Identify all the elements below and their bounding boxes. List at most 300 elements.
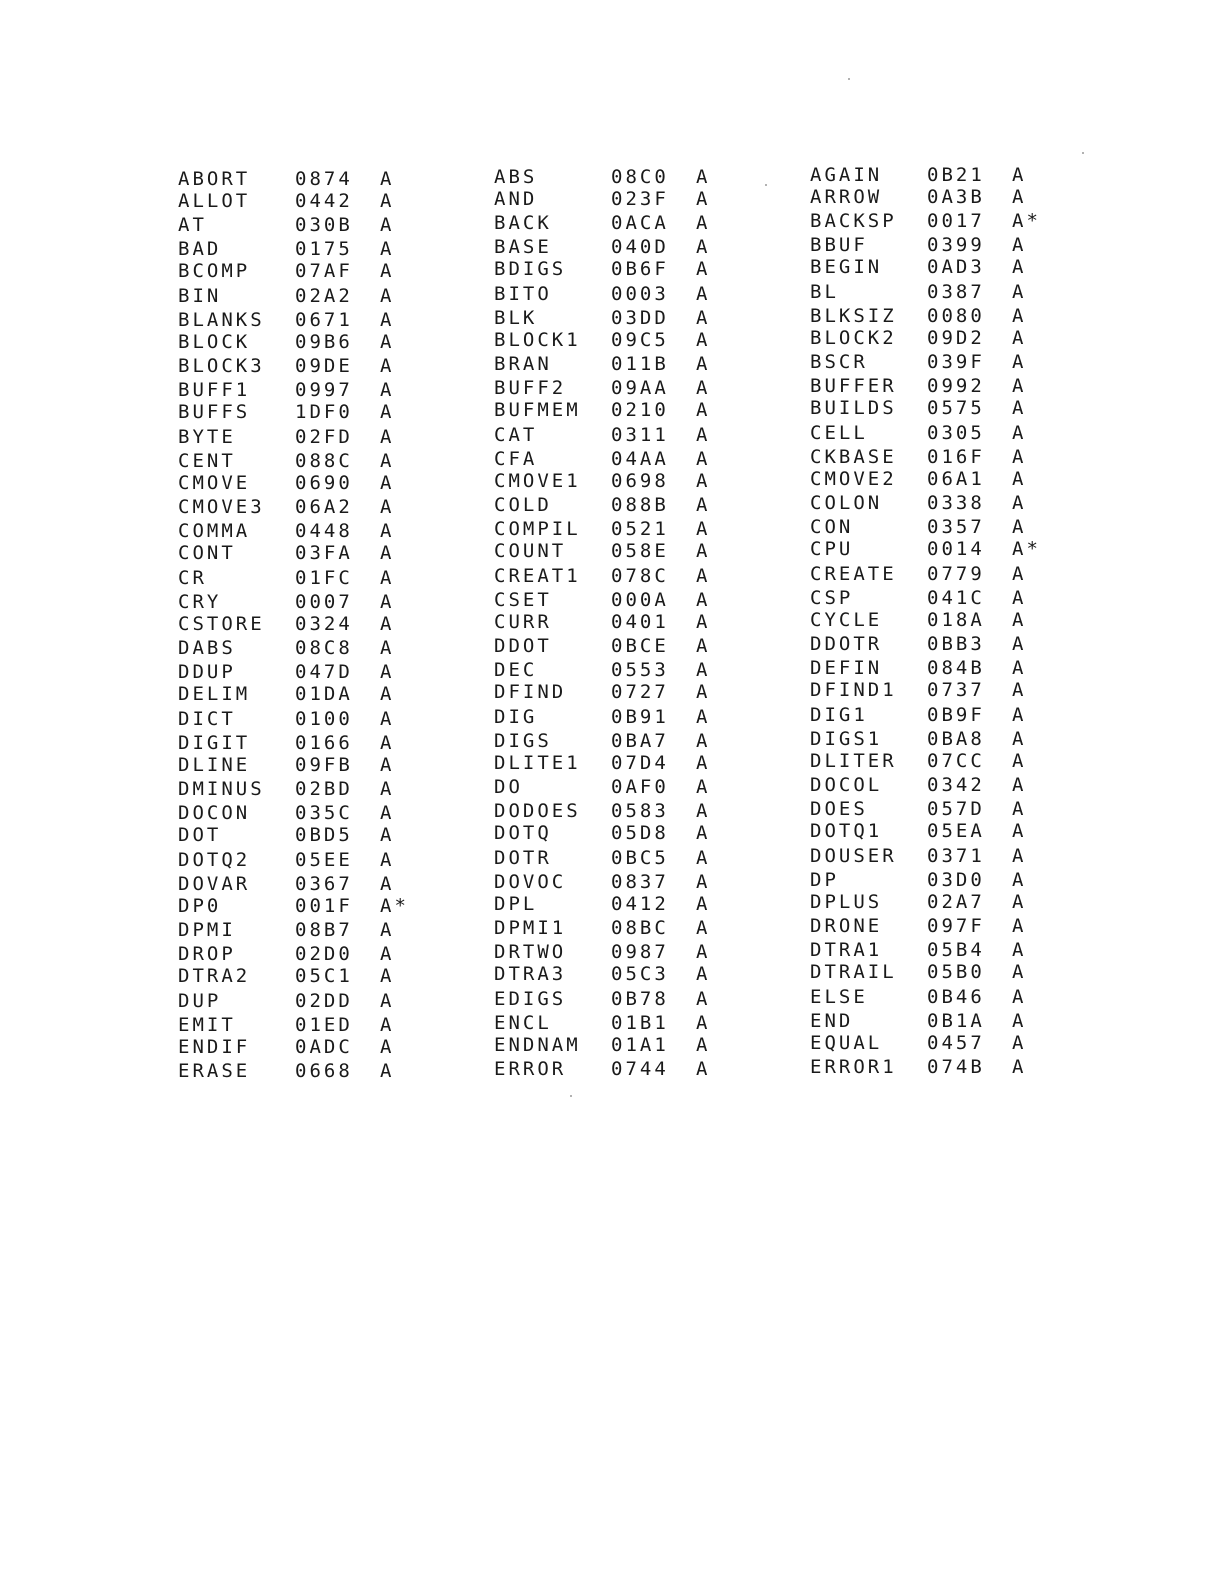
- symbol-entry: [494, 283, 794, 307]
- symbol-entry: [494, 752, 794, 776]
- symbol-address: 0BB3: [927, 633, 985, 656]
- symbol-name: DO: [494, 776, 523, 799]
- symbol-name: BUFF2: [494, 377, 567, 400]
- symbol-name: DOCON: [178, 802, 251, 825]
- symbol-type: A: [380, 661, 395, 684]
- symbol-type: A: [1012, 397, 1027, 420]
- symbol-name: DLITE1: [494, 751, 581, 774]
- symbol-address: 0B1A: [927, 1009, 985, 1032]
- symbol-name: AND: [494, 187, 538, 210]
- symbol-entry: [810, 327, 1110, 351]
- symbol-entry: [178, 190, 478, 214]
- symbol-type: A: [696, 917, 711, 940]
- symbol-type: A: [696, 282, 711, 305]
- symbol-column-2: [494, 165, 794, 1082]
- symbol-address: 09FB: [295, 753, 353, 776]
- symbol-type: A: [1012, 820, 1027, 843]
- symbol-address: 078C: [611, 564, 669, 587]
- symbol-entry: [178, 168, 478, 192]
- symbol-entry: [810, 256, 1110, 280]
- symbol-type: A: [380, 637, 395, 660]
- symbol-name: DP: [810, 868, 839, 891]
- symbol-type: A: [696, 187, 711, 210]
- symbol-entry: [178, 591, 478, 615]
- symbol-entry: [810, 750, 1110, 774]
- symbol-name: DPMI1: [494, 917, 567, 940]
- symbol-address: 0003: [611, 282, 669, 305]
- symbol-type: A: [1012, 1056, 1027, 1079]
- symbol-entry: [178, 355, 478, 379]
- symbol-entry: [494, 236, 794, 260]
- symbol-type: A: [696, 705, 711, 728]
- symbol-type: A: [1012, 703, 1027, 726]
- symbol-name: BDIGS: [494, 258, 567, 281]
- symbol-type: A: [380, 778, 395, 801]
- symbol-entry: [494, 424, 794, 448]
- symbol-entry: [810, 986, 1110, 1010]
- symbol-address: 09D2: [927, 326, 985, 349]
- symbol-type: A: [380, 284, 395, 307]
- symbol-type: A: [696, 165, 711, 188]
- symbol-name: DOVOC: [494, 870, 567, 893]
- symbol-type: A: [380, 189, 395, 212]
- symbol-type: A: [1012, 961, 1027, 984]
- symbol-address: 0671: [295, 308, 353, 331]
- symbol-address: 0B21: [927, 163, 985, 186]
- symbol-address: 035C: [295, 802, 353, 825]
- symbol-name: BUFF1: [178, 379, 251, 402]
- symbol-address: 03DD: [611, 306, 669, 329]
- symbol-address: 0992: [927, 375, 985, 398]
- symbol-name: BLANKS: [178, 308, 265, 331]
- symbol-type: A: [696, 447, 711, 470]
- symbol-entry: [494, 822, 794, 846]
- symbol-address: 0690: [295, 471, 353, 494]
- symbol-type: A: [380, 707, 395, 730]
- symbol-address: 0AF0: [611, 776, 669, 799]
- symbol-address: 07AF: [295, 260, 353, 283]
- symbol-address: 01A1: [611, 1033, 669, 1056]
- symbol-entry: [178, 732, 478, 756]
- symbol-entry: [178, 965, 478, 989]
- symbol-address: 0210: [611, 399, 669, 422]
- symbol-name: CYCLE: [810, 608, 883, 631]
- symbol-name: DMINUS: [178, 778, 265, 801]
- symbol-address: 08B7: [295, 919, 353, 942]
- symbol-address: 01ED: [295, 1013, 353, 1036]
- symbol-entry: [494, 635, 794, 659]
- symbol-type: A: [1012, 890, 1027, 913]
- symbol-name: CMOVE2: [810, 467, 897, 490]
- symbol-name: BLOCK2: [810, 326, 897, 349]
- symbol-entry: [494, 258, 794, 282]
- symbol-name: DIG: [494, 705, 538, 728]
- symbol-entry: [494, 188, 794, 212]
- symbol-name: CPU: [810, 538, 854, 561]
- symbol-type: A: [380, 919, 395, 942]
- symbol-type: A: [696, 729, 711, 752]
- symbol-name: ERROR1: [810, 1056, 897, 1079]
- symbol-name: DOUSER: [810, 844, 897, 867]
- symbol-name: BLOCK: [178, 330, 251, 353]
- symbol-address: 0997: [295, 379, 353, 402]
- symbol-name: BYTE: [178, 425, 236, 448]
- symbol-entry: [810, 281, 1110, 305]
- symbol-entry: [494, 1034, 794, 1058]
- symbol-address: 03FA: [295, 542, 353, 565]
- symbol-name: COUNT: [494, 540, 567, 563]
- symbol-type: A: [696, 540, 711, 563]
- symbol-name: ARROW: [810, 185, 883, 208]
- symbol-entry: [494, 681, 794, 705]
- symbol-type: A: [696, 800, 711, 823]
- symbol-entry: [810, 609, 1110, 633]
- symbol-entry: [494, 470, 794, 494]
- symbol-name: BUFMEM: [494, 399, 581, 422]
- symbol-address: 000A: [611, 588, 669, 611]
- symbol-entry: [494, 399, 794, 423]
- symbol-entry: [810, 891, 1110, 915]
- symbol-entry: [178, 426, 478, 450]
- symbol-address: 0553: [611, 659, 669, 682]
- symbol-entry: [810, 563, 1110, 587]
- symbol-type: A: [380, 401, 395, 424]
- symbol-entry: [494, 1012, 794, 1036]
- symbol-name: EDIGS: [494, 987, 567, 1010]
- symbol-address: 05EA: [927, 820, 985, 843]
- symbol-type: A: [696, 1011, 711, 1034]
- symbol-entry: [178, 542, 478, 566]
- symbol-entry: [178, 849, 478, 873]
- symbol-entry: [178, 919, 478, 943]
- scan-speck: [848, 78, 850, 80]
- symbol-entry: [810, 375, 1110, 399]
- symbol-address: 04AA: [611, 447, 669, 470]
- symbol-name: DIG1: [810, 703, 868, 726]
- symbol-type: A: [1012, 586, 1027, 609]
- symbol-name: DIGIT: [178, 731, 251, 754]
- symbol-address: 047D: [295, 661, 353, 684]
- symbol-entry: [494, 589, 794, 613]
- symbol-name: COMPIL: [494, 518, 581, 541]
- symbol-address: 0779: [927, 562, 985, 585]
- symbol-entry: [178, 1036, 478, 1060]
- symbol-entry: [810, 798, 1110, 822]
- symbol-type: A: [380, 238, 395, 261]
- symbol-address: 09AA: [611, 377, 669, 400]
- symbol-type: A: [1012, 516, 1027, 539]
- symbol-entry: [494, 353, 794, 377]
- symbol-entry: [178, 331, 478, 355]
- symbol-entry: [178, 309, 478, 333]
- symbol-type: A: [696, 258, 711, 281]
- symbol-entry: [494, 800, 794, 824]
- symbol-address: 0448: [295, 520, 353, 543]
- symbol-type: A: [696, 776, 711, 799]
- symbol-name: COMMA: [178, 520, 251, 543]
- symbol-name: BUFFS: [178, 401, 251, 424]
- symbol-type: A: [380, 520, 395, 543]
- symbol-type: A: [696, 941, 711, 964]
- symbol-name: EQUAL: [810, 1031, 883, 1054]
- symbol-entry: [494, 494, 794, 518]
- symbol-address: 088B: [611, 494, 669, 517]
- symbol-name: CSTORE: [178, 612, 265, 635]
- symbol-name: ELSE: [810, 985, 868, 1008]
- symbol-type: A: [696, 212, 711, 235]
- symbol-address: 01DA: [295, 683, 353, 706]
- symbol-address: 0BD5: [295, 824, 353, 847]
- symbol-name: DODOES: [494, 800, 581, 823]
- symbol-entry: [494, 611, 794, 635]
- symbol-entry: [810, 492, 1110, 516]
- symbol-address: 0583: [611, 800, 669, 823]
- symbol-name: ENCL: [494, 1011, 552, 1034]
- symbol-type: A*: [1012, 538, 1041, 561]
- symbol-name: EMIT: [178, 1013, 236, 1036]
- symbol-address: 08BC: [611, 917, 669, 940]
- symbol-type: A: [380, 1035, 395, 1058]
- symbol-type: A: [380, 260, 395, 283]
- symbol-address: 0ACA: [611, 212, 669, 235]
- symbol-name: CSP: [810, 586, 854, 609]
- symbol-entry: [810, 633, 1110, 657]
- symbol-type: A: [696, 399, 711, 422]
- symbol-name: BBUF: [810, 234, 868, 257]
- symbol-type: A: [1012, 657, 1027, 680]
- symbol-address: 01FC: [295, 566, 353, 589]
- symbol-entry: [810, 1032, 1110, 1056]
- symbol-column-1: [178, 167, 478, 1084]
- symbol-name: DELIM: [178, 683, 251, 706]
- symbol-address: 05D8: [611, 822, 669, 845]
- symbol-address: 057D: [927, 798, 985, 821]
- symbol-name: CREATE: [810, 562, 897, 585]
- symbol-address: 08C8: [295, 637, 353, 660]
- symbol-type: A: [696, 353, 711, 376]
- symbol-entry: [494, 518, 794, 542]
- symbol-name: DOTQ1: [810, 820, 883, 843]
- symbol-type: A: [696, 306, 711, 329]
- symbol-type: A: [1012, 280, 1027, 303]
- symbol-name: DDUP: [178, 661, 236, 684]
- symbol-entry: [810, 587, 1110, 611]
- symbol-type: A: [1012, 304, 1027, 327]
- symbol-name: BITO: [494, 282, 552, 305]
- symbol-type: A: [380, 449, 395, 472]
- symbol-entry: [810, 915, 1110, 939]
- symbol-entry: [178, 567, 478, 591]
- symbol-name: DEC: [494, 659, 538, 682]
- symbol-name: CKBASE: [810, 445, 897, 468]
- symbol-entry: [494, 1058, 794, 1082]
- symbol-type: A: [1012, 445, 1027, 468]
- symbol-type: A: [1012, 915, 1027, 938]
- symbol-name: DUP: [178, 989, 222, 1012]
- symbol-entry: [494, 988, 794, 1012]
- symbol-type: A: [696, 751, 711, 774]
- symbol-entry: [178, 496, 478, 520]
- symbol-type: A: [1012, 185, 1027, 208]
- symbol-entry: [494, 565, 794, 589]
- symbol-type: A: [380, 542, 395, 565]
- symbol-entry: [810, 186, 1110, 210]
- symbol-column-3: [810, 163, 1110, 1080]
- symbol-entry: [810, 397, 1110, 421]
- symbol-type: A: [1012, 679, 1027, 702]
- symbol-address: 084B: [927, 657, 985, 680]
- symbol-type: A: [380, 566, 395, 589]
- symbol-address: 0BA8: [927, 727, 985, 750]
- symbol-name: ENDNAM: [494, 1033, 581, 1056]
- symbol-entry: [810, 538, 1110, 562]
- symbol-name: AGAIN: [810, 163, 883, 186]
- symbol-name: BSCR: [810, 351, 868, 374]
- symbol-name: CONT: [178, 542, 236, 565]
- symbol-entry: [494, 963, 794, 987]
- symbol-address: 0457: [927, 1031, 985, 1054]
- symbol-entry: [494, 847, 794, 871]
- symbol-entry: [810, 961, 1110, 985]
- symbol-name: DOTQ: [494, 822, 552, 845]
- symbol-entry: [494, 329, 794, 353]
- symbol-name: END: [810, 1009, 854, 1032]
- symbol-type: A*: [380, 894, 409, 917]
- symbol-address: 041C: [927, 586, 985, 609]
- symbol-address: 074B: [927, 1056, 985, 1079]
- symbol-entry: [810, 422, 1110, 446]
- symbol-type: A: [696, 870, 711, 893]
- symbol-entry: [810, 820, 1110, 844]
- symbol-address: 0371: [927, 844, 985, 867]
- symbol-type: A: [1012, 798, 1027, 821]
- symbol-entry: [810, 210, 1110, 234]
- symbol-entry: [178, 943, 478, 967]
- symbol-type: A: [380, 1060, 395, 1083]
- symbol-address: 1DF0: [295, 401, 353, 424]
- symbol-address: 05B0: [927, 961, 985, 984]
- symbol-address: 0698: [611, 469, 669, 492]
- symbol-entry: [810, 468, 1110, 492]
- symbol-name: AT: [178, 214, 207, 237]
- symbol-address: 09C5: [611, 328, 669, 351]
- symbol-address: 05C3: [611, 963, 669, 986]
- symbol-name: DPL: [494, 892, 538, 915]
- symbol-entry: [810, 728, 1110, 752]
- symbol-address: 02A7: [927, 890, 985, 913]
- symbol-type: A: [696, 328, 711, 351]
- symbol-type: A: [380, 989, 395, 1012]
- symbol-address: 030B: [295, 214, 353, 237]
- symbol-entry: [810, 657, 1110, 681]
- symbol-address: 039F: [927, 351, 985, 374]
- symbol-address: 0100: [295, 707, 353, 730]
- symbol-name: BACK: [494, 212, 552, 235]
- symbol-type: A: [380, 943, 395, 966]
- symbol-address: 03D0: [927, 868, 985, 891]
- symbol-name: BAD: [178, 238, 222, 261]
- symbol-entry: [178, 873, 478, 897]
- symbol-entry: [178, 238, 478, 262]
- symbol-address: 01B1: [611, 1011, 669, 1034]
- symbol-address: 02FD: [295, 425, 353, 448]
- symbol-name: COLON: [810, 492, 883, 515]
- symbol-address: 011B: [611, 353, 669, 376]
- symbol-type: A: [696, 987, 711, 1010]
- symbol-address: 0A3B: [927, 185, 985, 208]
- scan-speck: [765, 184, 767, 186]
- symbol-entry: [810, 869, 1110, 893]
- symbol-type: A: [696, 236, 711, 259]
- symbol-address: 0727: [611, 681, 669, 704]
- symbol-entry: [810, 446, 1110, 470]
- symbol-name: BCOMP: [178, 260, 251, 283]
- symbol-name: BIN: [178, 284, 222, 307]
- symbol-type: A: [380, 379, 395, 402]
- symbol-name: ERASE: [178, 1060, 251, 1083]
- symbol-name: CR: [178, 566, 207, 589]
- symbol-entry: [494, 776, 794, 800]
- symbol-address: 0B78: [611, 987, 669, 1010]
- symbol-address: 0BC5: [611, 846, 669, 869]
- symbol-name: BLK: [494, 306, 538, 329]
- scan-speck: [570, 1095, 572, 1097]
- symbol-entry: [494, 307, 794, 331]
- symbol-type: A: [380, 214, 395, 237]
- symbol-entry: [178, 520, 478, 544]
- symbol-name: CSET: [494, 588, 552, 611]
- symbol-address: 0080: [927, 304, 985, 327]
- symbol-type: A: [1012, 727, 1027, 750]
- symbol-name: CMOVE1: [494, 469, 581, 492]
- symbol-type: A: [1012, 467, 1027, 490]
- symbol-name: BUILDS: [810, 397, 897, 420]
- symbol-type: A: [380, 308, 395, 331]
- symbol-address: 09DE: [295, 355, 353, 378]
- symbol-name: ERROR: [494, 1058, 567, 1081]
- symbol-name: COLD: [494, 494, 552, 517]
- symbol-address: 0521: [611, 518, 669, 541]
- symbol-name: DICT: [178, 707, 236, 730]
- symbol-address: 02D0: [295, 943, 353, 966]
- symbol-entry: [494, 377, 794, 401]
- symbol-address: 040D: [611, 236, 669, 259]
- symbol-name: DPLUS: [810, 890, 883, 913]
- symbol-type: A: [380, 425, 395, 448]
- symbol-address: 0387: [927, 280, 985, 303]
- symbol-entry: [810, 845, 1110, 869]
- symbol-entry: [178, 214, 478, 238]
- symbol-entry: [178, 754, 478, 778]
- symbol-entry: [810, 305, 1110, 329]
- symbol-entry: [178, 637, 478, 661]
- symbol-entry: [178, 379, 478, 403]
- symbol-name: BLOCK3: [178, 355, 265, 378]
- symbol-type: A: [1012, 608, 1027, 631]
- symbol-entry: [178, 472, 478, 496]
- symbol-entry: [810, 939, 1110, 963]
- symbol-name: CMOVE3: [178, 496, 265, 519]
- symbol-name: BASE: [494, 236, 552, 259]
- symbol-address: 001F: [295, 894, 353, 917]
- symbol-name: DOTQ2: [178, 848, 251, 871]
- symbol-name: DTRA2: [178, 965, 251, 988]
- symbol-type: A: [1012, 421, 1027, 444]
- symbol-name: DOVAR: [178, 872, 251, 895]
- symbol-address: 0342: [927, 774, 985, 797]
- symbol-address: 02A2: [295, 284, 353, 307]
- symbol-address: 0399: [927, 234, 985, 257]
